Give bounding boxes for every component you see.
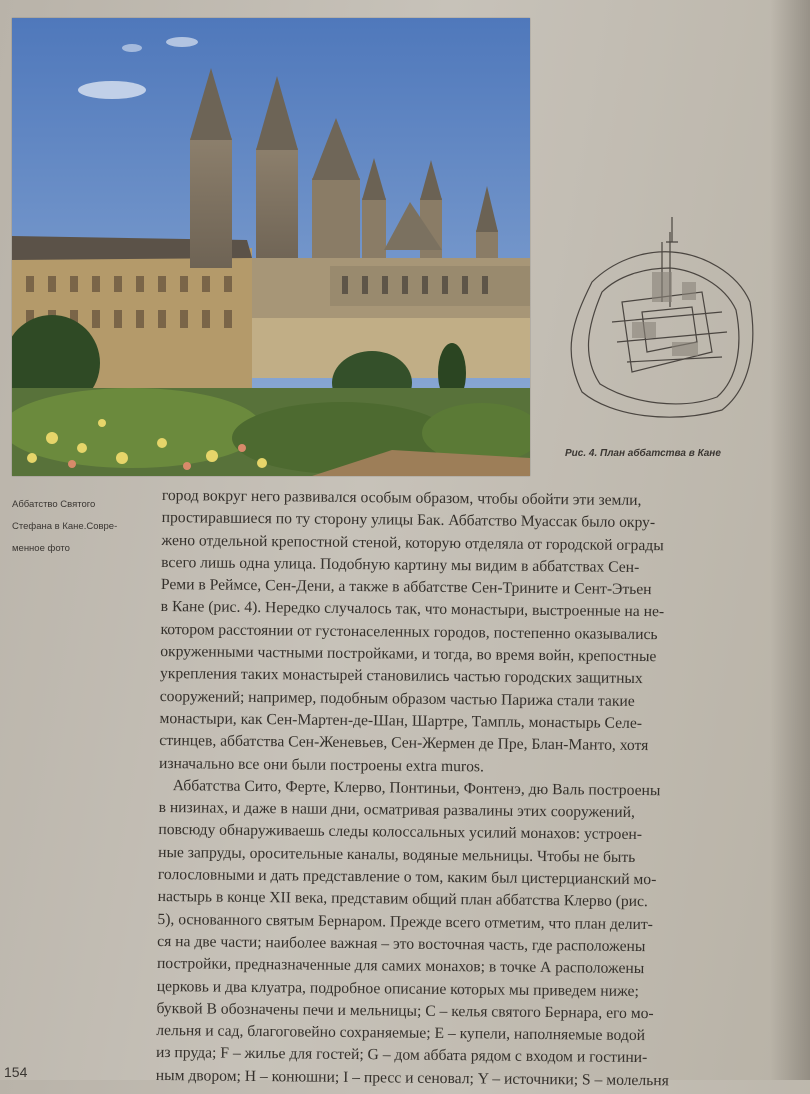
photo-caption-line: менное фото [12, 543, 70, 554]
text-line: простиравшиеся по ту сторону улицы Бак. Аббатство Муассак было окру- [161, 509, 656, 532]
text-line: 5), основанного святым Бернаром. Прежде всего отметим, что план делит- [157, 910, 654, 933]
text-line: жено отдельной крепостной стеной, которую отделяла от городской ограды [161, 531, 664, 554]
text-line: настырь в конце XII века, представим общий план аббатства Клерво (рис. [157, 888, 648, 911]
text-line: изначально все они были построены extra muros. [158, 754, 485, 775]
text-line: ным двором; H – конюшни; I – пресс и сеновал; Y – источники; S – молельня [155, 1066, 669, 1090]
text-line: буквой В обозначены печи и мельницы; С – келья святого Бернара, его мо- [156, 999, 654, 1023]
photo-caption-line: Аббатство Святого [12, 499, 96, 510]
text-line: Реми в Реймсе, Сен-Дени, а также в аббатстве Сен-Трините и Сент-Этьен [160, 576, 652, 599]
text-line: ся на две части; наиболее важная – это восточная часть, где расположены [157, 932, 646, 956]
text-line: ные запруды, оросительные каналы, водяные мельницы. Чтобы не быть [158, 843, 636, 866]
text-line: повсюду обнаруживаешь следы колоссальных усилий монахов: устроен- [158, 821, 643, 844]
plan-caption: Рис. 4. План аббатства в Кане [565, 448, 721, 459]
text-line: постройки, предназначенные для самих монахов; в точке А расположены [156, 955, 645, 978]
text-line: из пруда; F – жилье для гостей; G – дом аббата рядом с входом и гостини- [155, 1044, 648, 1067]
text-line: всего лишь одна улица. Подобную картину мы видим в аббатствах Сен- [161, 553, 640, 576]
text-line: Аббатства Сито, Ферте, Клерво, Понтиньи, Фонтенэ, дю Валь построены [172, 776, 661, 800]
abbey-plan-drawing [552, 212, 762, 437]
text-line: окруженными частными постройками, и тогда, во время войн, крепостные [160, 643, 657, 666]
page-number: 154 [4, 1064, 28, 1080]
text-line: церковь и два клуатра, подробное описание которых мы приведем ниже; [156, 977, 639, 1000]
text-line: укрепления таких монастырей становились частью городских защитных [159, 665, 643, 688]
abbey-photo [12, 18, 530, 476]
text-line: голословными и дать представление о том, каким был цистерцианский мо- [157, 866, 657, 889]
text-line: монастыри, как Сен-Мартен-де-Шан, Шартре, Тампль, монастырь Селе- [159, 709, 643, 733]
text-line: в низинах, и даже в наши дни, осматривая развалины этих сооружений, [158, 799, 635, 822]
text-line: лельня и сад, благоговейно сохраняемые; Е – купели, наполняемые водой [156, 1022, 646, 1045]
text-line: котором расстоянии от густонаселенных городов, постепенно оказывались [160, 620, 658, 643]
text-line: город вокруг него развивался особым образом, чтобы обойти эти земли, [161, 486, 642, 510]
text-line: стинцев, аббатства Сен-Женевьев, Сен-Жермен де Пре, Блан-Манто, хотя [159, 732, 649, 755]
text-line: в Кане (рис. 4). Нередко случалось так, что монастыри, выстроенные на не- [160, 598, 665, 621]
text-line: сооружений; например, подобным образом частью Парижа стали такие [159, 687, 635, 710]
photo-caption-line: Стефана в Кане.Совре- [12, 521, 118, 532]
photo-caption [12, 494, 152, 560]
body-text [156, 485, 792, 1094]
